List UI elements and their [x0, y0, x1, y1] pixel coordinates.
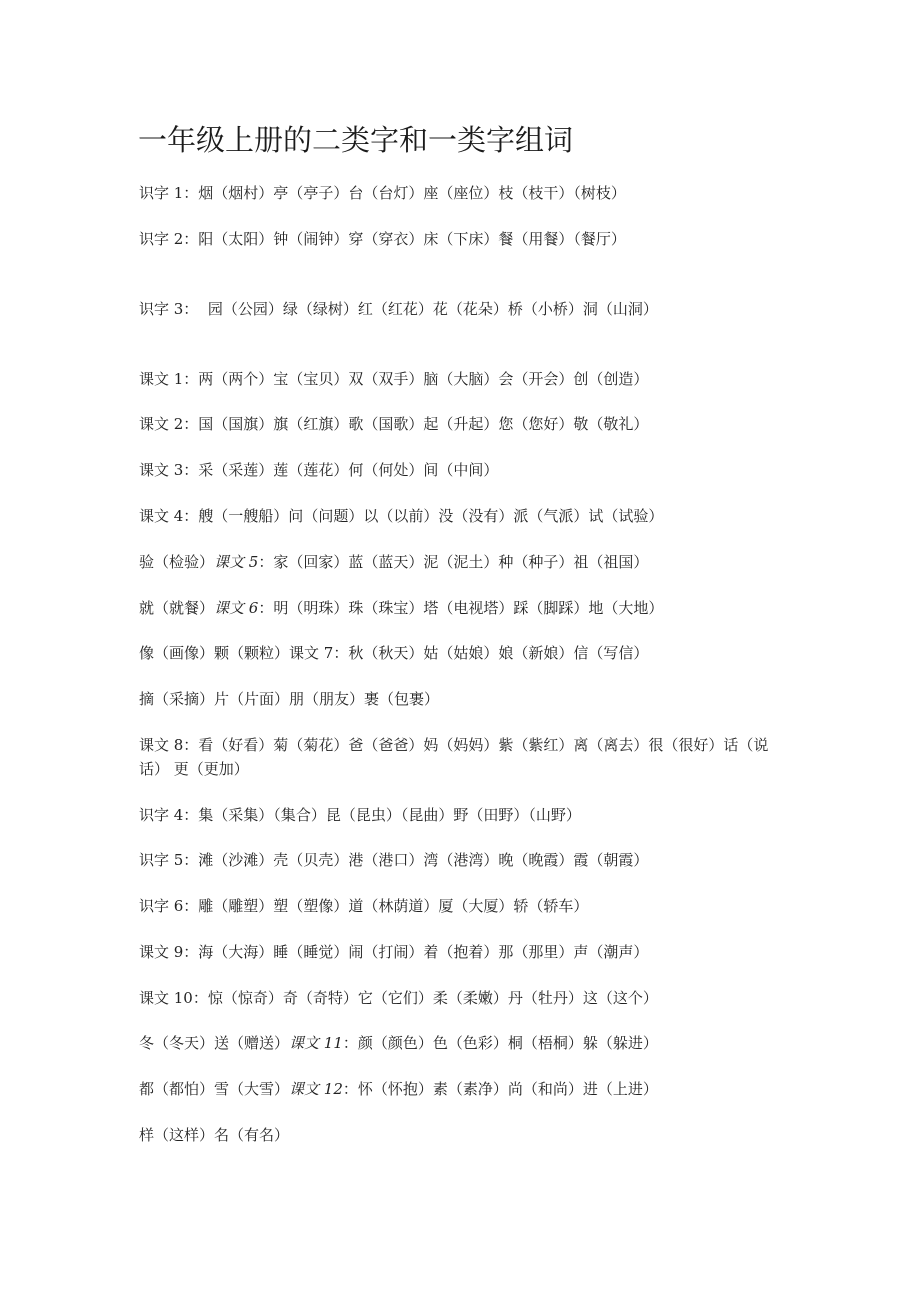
text-line-kewen-1: 课文 1：两（两个）宝（宝贝）双（双手）脑（大脑）会（开会）创（创造） — [139, 370, 649, 388]
text-line-kewen-5 — [139, 550, 789, 574]
line-body: ：家（回家）蓝（蓝天）泥（泥土）种（种子）祖（祖国） — [258, 553, 649, 571]
text-line-kewen-7: 像（画像）颗（颗粒）课文 7：秋（秋天）姑（姑娘）娘（新娘）信（写信） — [139, 644, 649, 662]
text-line-kewen-4: 课文 4：艘（一艘船）问（问题）以（以前）没（没有）派（气派）试（试验） — [139, 507, 664, 525]
document-title: 一年级上册的二类字和一类字组词 — [138, 123, 574, 157]
line-body: ：怀（怀抱）素（素净）尚（和尚）进（上进） — [342, 1080, 658, 1098]
line-prefix: 冬（冬天）送（赠送） — [139, 1034, 290, 1052]
text-line-shizi-4: 识字 4：集（采集）（集合）昆（昆虫）（昆曲）野（田野）（山野） — [139, 806, 581, 824]
text-line-shizi-2: 识字 2：阳（太阳）钟（闹钟）穿（穿衣）床（下床）餐（用餐）（餐厅） — [139, 230, 626, 248]
lesson-label-italic: 课文 6 — [214, 599, 259, 617]
text-line-kewen-12-cont: 样（这样）名（有名） — [139, 1126, 290, 1144]
text-line-kewen-7-cont: 摘（采摘）片（片面）朋（朋友）裹（包裹） — [139, 690, 440, 708]
line-body: ：颜（颜色）色（色彩）桐（梧桐）躲（躲进） — [342, 1034, 658, 1052]
text-line-kewen-11 — [139, 1031, 789, 1055]
text-line-shizi-3: 识字 3： 园（公园）绿（绿树）红（红花）花（花朵）桥（小桥）洞（山洞） — [139, 300, 658, 318]
text-line-shizi-1: 识字 1：烟（烟村）亭（亭子）台（台灯）座（座位）枝（枝干）（树枝） — [139, 184, 626, 202]
text-line-shizi-6: 识字 6：雕（雕塑）塑（塑像）道（林荫道）厦（大厦）轿（轿车） — [139, 897, 589, 915]
text-line-kewen-9: 课文 9：海（大海）睡（睡觉）闹（打闹）着（抱着）那（那里）声（潮声） — [139, 943, 649, 961]
line-prefix: 就（就餐） — [139, 599, 215, 617]
line-body: ：明（明珠）珠（珠宝）塔（电视塔）踩（脚踩）地（大地） — [258, 599, 664, 617]
text-line-kewen-2: 课文 2：国（国旗）旗（红旗）歌（国歌）起（升起）您（您好）敬（敬礼） — [139, 415, 649, 433]
text-line-shizi-5: 识字 5：滩（沙滩）壳（贝壳）港（港口）湾（港湾）晚（晚霞）霞（朝霞） — [139, 851, 649, 869]
line-prefix: 验（检验） — [139, 553, 215, 571]
text-line-kewen-3: 课文 3：采（采莲）莲（莲花）何（何处）间（中间） — [139, 461, 499, 479]
text-line-kewen-6 — [139, 596, 789, 620]
text-line-kewen-10: 课文 10：惊（惊奇）奇（奇特）它（它们）柔（柔嫩）丹（牡丹）这（这个） — [139, 989, 658, 1007]
text-line-kewen-12 — [139, 1077, 789, 1101]
line-prefix: 都（都怕）雪（大雪） — [139, 1080, 290, 1098]
text-line-kewen-8: 课文 8：看（好看）菊（菊花）爸（爸爸）妈（妈妈）紫（紫红）离（离去）很（很好）话（说话） 更（更加） — [139, 736, 769, 778]
lesson-label-italic: 课文 11 — [289, 1034, 343, 1052]
lesson-label-italic: 课文 5 — [214, 553, 259, 571]
lesson-label-italic: 课文 12 — [289, 1080, 343, 1098]
